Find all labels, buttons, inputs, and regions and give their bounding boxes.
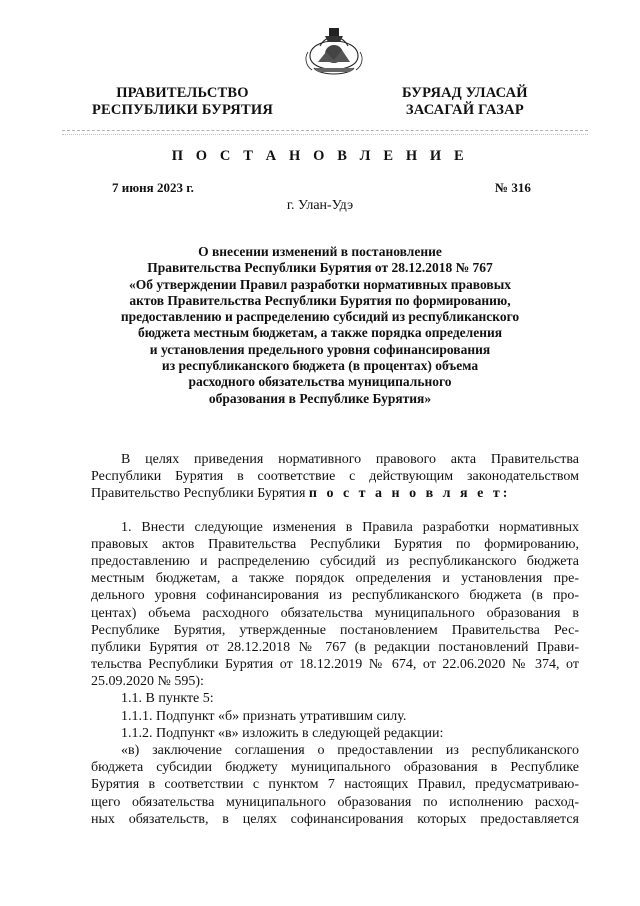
- item-1-line: 1. Внести следующие изменения в Правила разработки нормативных: [121, 519, 579, 535]
- item-1-line: центах) объема расходного обязательства муниципального образования в: [91, 605, 579, 621]
- title-line: Правительства Республики Бурятия от 28.12.2018 № 767: [147, 260, 493, 276]
- preamble-line: В целях приведения нормативного правового акта Правительства: [121, 452, 579, 467]
- quote-line: ных обязательств, в целях софинансирования которых предоставляется: [91, 811, 579, 827]
- document-date: 7 июня 2023 г.: [112, 180, 194, 195]
- item-1-line: 25.09.2020 № 595):: [91, 674, 204, 690]
- preamble-line: Правительство Республики Бурятия: [91, 486, 309, 502]
- header-government-russian: [92, 85, 273, 119]
- item-1-line: предоставлению и распределению субсидий из республиканского бюджета: [91, 553, 579, 569]
- document-body: [91, 451, 579, 828]
- title-line: расходного обязательства муниципального: [188, 374, 452, 390]
- header-divider-secondary: [62, 134, 588, 135]
- item-1-1: 1.1. В пункте 5:: [121, 691, 214, 707]
- document-city: г. Улан-Удэ: [286, 198, 354, 213]
- header-right-line-1: БУРЯАД УЛАСАЙ: [402, 85, 528, 101]
- title-line: и установления предельного уровня софинансирования: [149, 341, 491, 357]
- item-1-1-1: 1.1.1. Подпункт «б» признать утратившим силу.: [121, 708, 407, 724]
- quote-line: «в) заключение соглашения о предоставлении из республиканского: [121, 743, 579, 758]
- title-line: О внесении изменений в постановление: [198, 244, 442, 259]
- item-1-line: тельства Республики Бурятия от 18.12.2019 № 674, от 22.06.2020 № 374, от: [91, 657, 579, 673]
- document-title: [0, 244, 640, 407]
- header-divider: [62, 130, 588, 131]
- title-line: из республиканского бюджета (в процентах) объема: [161, 358, 479, 374]
- item-1-line: правовых актов Правительства Республики Бурятия по формированию,: [91, 536, 579, 552]
- paragraph-gap: [91, 503, 579, 519]
- preamble-line: Республики Бурятия в соответствие с действующим законодательством: [91, 469, 579, 485]
- title-line: «Об утверждении Правил разработки нормативных правовых: [128, 276, 511, 292]
- header-left-line-1: ПРАВИТЕЛЬСТВО: [116, 85, 249, 101]
- item-1-1-2: 1.1.2. Подпункт «в» изложить в следующей редакции:: [121, 725, 444, 741]
- quote-line: бюджета субсидии бюджету муниципального образования в Республике: [91, 760, 579, 776]
- header-right-line-2: ЗАСАГАЙ ГАЗАР: [405, 102, 524, 118]
- item-1-line: местным бюджетам, а также порядок определения и установления пре-: [91, 571, 579, 587]
- title-line: актов Правительства Республики Бурятия по формированию,: [129, 292, 511, 308]
- item-1-line: Республике Бурятия, утвержденные постановлением Правительства Рес-: [91, 622, 579, 638]
- item-1-line: дельного уровня софинансирования из республиканского бюджета (в про-: [91, 588, 579, 604]
- document-type: П О С Т А Н О В Л Е Н И Е: [171, 148, 469, 164]
- header-left-line-2: РЕСПУБЛИКИ БУРЯТИЯ: [92, 102, 273, 118]
- header-government-buryat: [402, 85, 528, 119]
- decree-word: п о с т а н о в л я е т:: [308, 486, 511, 502]
- title-line: предоставлению и распределению субсидий из республиканского: [120, 309, 520, 325]
- title-line: бюджета местным бюджетам, а также порядка определения: [137, 325, 503, 341]
- quote-line: щего обязательства муниципального образования по исполнению расход-: [91, 794, 579, 810]
- coat-of-arms-emblem: [300, 24, 368, 84]
- item-1-line: публики Бурятия от 28.12.2018 № 767 (в редакции постановлений Прави-: [91, 639, 579, 655]
- document-number: № 316: [495, 180, 531, 195]
- preamble-last-line: [91, 485, 579, 502]
- quote-line: Бурятия в соответствии с пунктом 7 настоящих Правил, предусматриваю-: [91, 777, 579, 793]
- title-line: образования в Республике Бурятия»: [208, 390, 432, 406]
